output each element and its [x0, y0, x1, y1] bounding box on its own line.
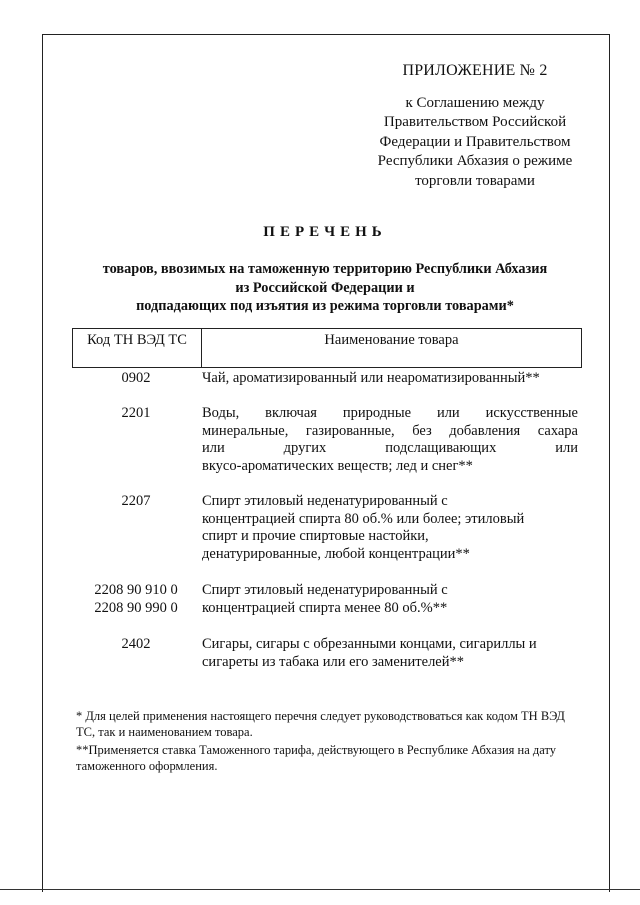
- code-value: 2402: [121, 636, 151, 652]
- row-code: [72, 636, 200, 654]
- name-line: концентрацией спирта 80 об.% или более; этиловый: [202, 510, 525, 527]
- name-line: или других подслащивающих или: [202, 440, 578, 457]
- name-line: Чай, ароматизированный или неароматизированный**: [202, 370, 540, 386]
- name-line: концентрацией спирта менее 80 об.%**: [202, 599, 448, 616]
- footnote: **Применяется ставка Таможенного тарифа, действующего в Республике Абхазия на дату таможенного оформления.: [76, 742, 557, 773]
- appendix-line: Республики Абхазия о режиме: [377, 153, 573, 170]
- name-line: Спирт этиловый неденатурированный с: [202, 582, 448, 598]
- name-line: денатурированные, любой концентрации**: [202, 546, 470, 563]
- subtitle-line: из Российской Федерации и: [235, 279, 415, 296]
- document-subtitle: [42, 260, 608, 316]
- code-value: 2207: [121, 493, 151, 509]
- footnotes: [76, 708, 584, 775]
- appendix-block: [360, 61, 590, 191]
- row-name: [202, 636, 578, 671]
- name-line: Спирт этиловый неденатурированный с: [202, 493, 448, 509]
- code-value: 2208 90 910 0: [94, 582, 178, 598]
- row-name: [202, 370, 578, 388]
- name-line: сигареты из табака или его заменителей**: [202, 653, 465, 670]
- table-header: [72, 328, 582, 368]
- name-line: спирт и прочие спиртовые настойки,: [202, 528, 429, 545]
- row-name: [202, 405, 578, 476]
- row-code: [72, 493, 200, 511]
- name-line: Воды, включая природные или искусственные: [202, 405, 578, 421]
- document-title: ПЕРЕЧЕНЬ: [263, 224, 387, 240]
- name-line: Сигары, сигары с обрезанными концами, сигариллы и: [202, 636, 537, 652]
- name-line: минеральные, газированные, без добавления сахара: [202, 422, 578, 439]
- name-line: вкусо-ароматических веществ; лед и снег**: [202, 458, 473, 475]
- row-code: [72, 370, 200, 388]
- row-name: [202, 493, 578, 564]
- appendix-title: ПРИЛОЖЕНИЕ № 2: [402, 62, 548, 79]
- page-bottom-border: [0, 889, 640, 890]
- subtitle-line: подпадающих под изъятия из режима торговли товарами*: [136, 298, 514, 315]
- column-header-name: Наименование товара: [324, 332, 459, 348]
- row-code: [72, 582, 200, 617]
- appendix-line: торговли товарами: [415, 172, 535, 189]
- row-name: [202, 582, 578, 617]
- code-value: 2208 90 990 0: [94, 599, 178, 616]
- appendix-subtitle: [360, 94, 590, 192]
- column-header-code: Код ТН ВЭД ТС: [73, 329, 202, 367]
- subtitle-line: товаров, ввозимых на таможенную территорию Республики Абхазия: [102, 261, 548, 277]
- appendix-line: Правительством Российской: [383, 114, 567, 131]
- footnote: * Для целей применения настоящего перечня следует руководствоваться как кодом ТН ВЭД ТС, так и наименованием товара.: [76, 709, 565, 740]
- code-value: 0902: [121, 370, 151, 386]
- row-code: [72, 405, 200, 423]
- appendix-line: Федерации и Правительством: [379, 133, 571, 150]
- appendix-line: к Соглашению между: [405, 94, 545, 111]
- code-value: 2201: [121, 405, 151, 421]
